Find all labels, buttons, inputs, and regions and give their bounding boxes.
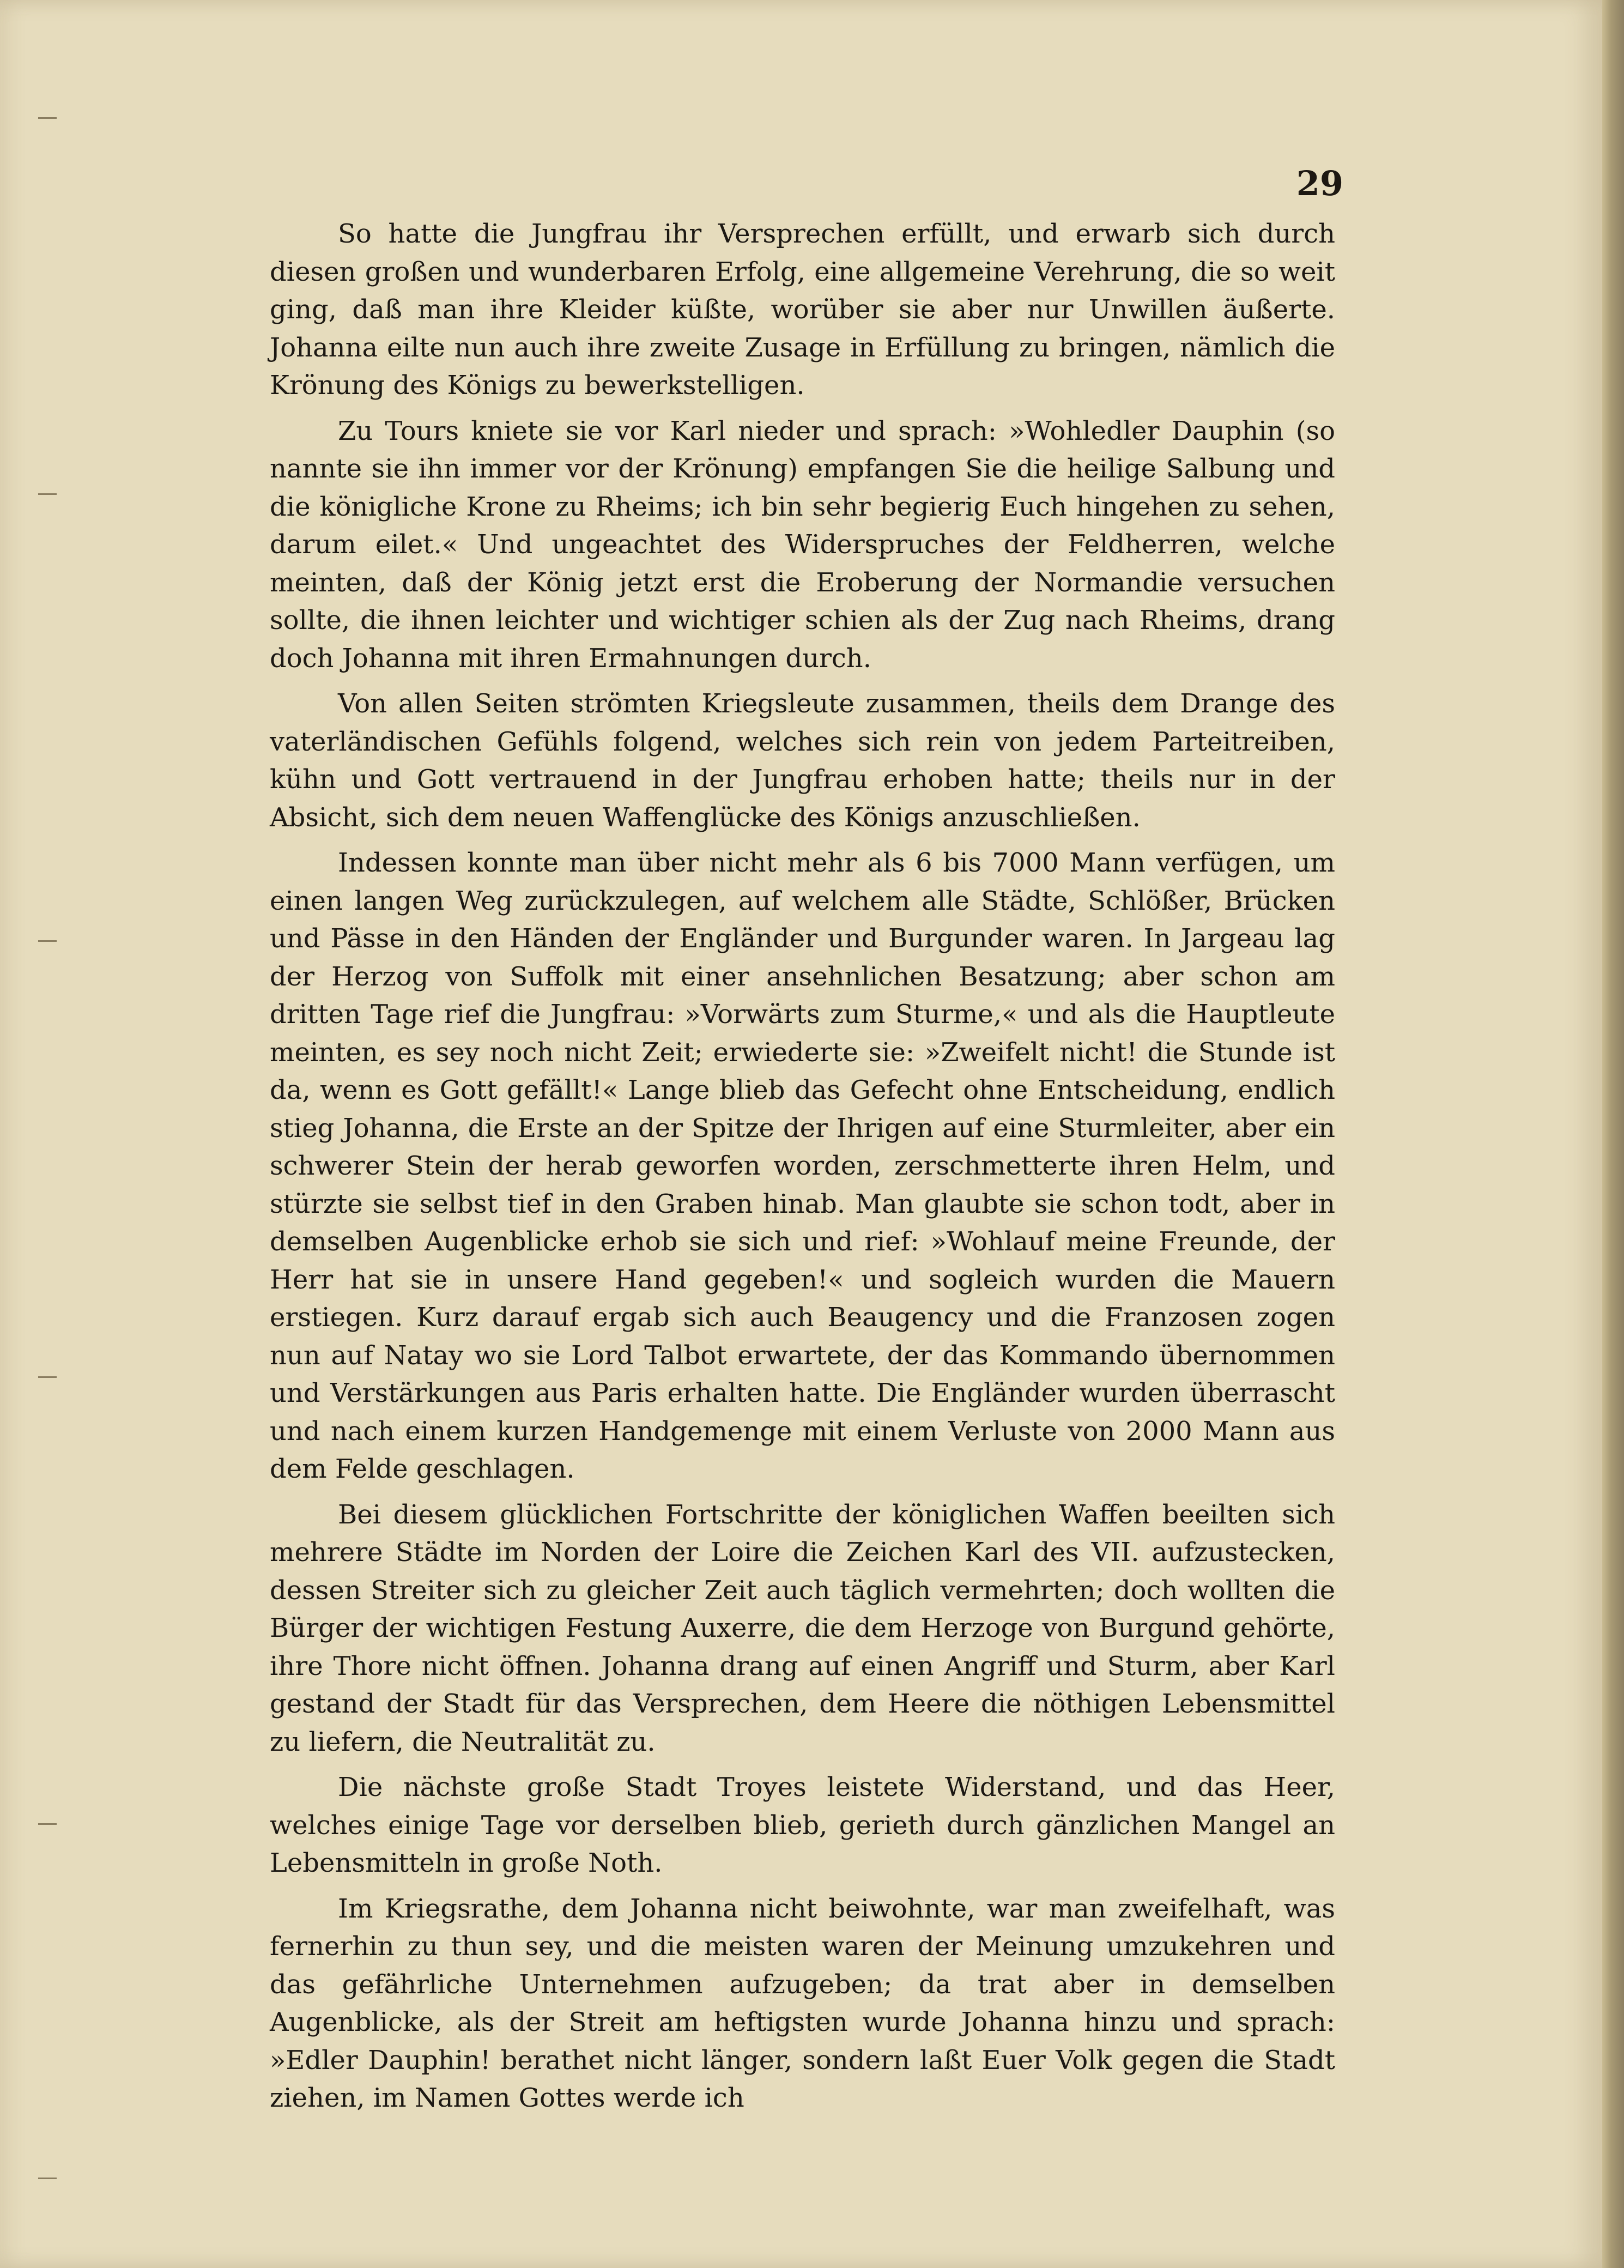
margin-mark xyxy=(38,1376,57,1378)
margin-mark xyxy=(38,493,57,495)
paragraph: Zu Tours kniete sie vor Karl nieder und sprach: »Wohledler Dauphin (so nannte sie ihn immer vor der Krönung) empfangen Sie die heilige Salbung und die königliche Krone zu Rheims; ich bin sehr begierig Euch hingehen zu sehen, darum eilet.« Und ungeachtet des Widerspruches der Feldherren, welche meinten, daß der König jetzt erst die Eroberung der Normandie versuchen sollte, die ihnen leichter und wichtiger schien als der Zug nach Rheims, drang doch Johanna mit ihren Ermahnungen durch. xyxy=(270,415,1335,674)
paragraph: Im Kriegsrathe, dem Johanna nicht beiwohnte, war man zweifelhaft, was fernerhin zu thun sey, und die meisten waren der Meinung umzukehren und das gefährliche Unternehmen aufzugeben; da trat aber in demselben Augenblicke, als der Streit am heftigsten wurde Johanna hinzu und sprach: »Edler Dauphin! berathet nicht länger, sondern laßt Euer Volk gegen die Stadt ziehen, im Namen Gottes werde ich xyxy=(270,1893,1335,2113)
body-text xyxy=(270,215,1335,2125)
paragraph: Die nächste große Stadt Troyes leistete Widerstand, und das Heer, welches einige Tage vor derselben blieb, gerieth durch gänzlichen Mangel an Lebensmitteln in große Noth. xyxy=(270,1772,1335,1878)
paragraph: So hatte die Jungfrau ihr Versprechen erfüllt, und erwarb sich durch diesen großen und wunderbaren Erfolg, eine allgemeine Verehrung, die so weit ging, daß man ihre Kleider küßte, worüber sie aber nur Unwillen äußerte. Johanna eilte nun auch ihre zweite Zusage in Erfüllung zu bringen, nämlich die Krönung des Königs zu bewerkstelligen. xyxy=(270,219,1335,401)
paragraph: Bei diesem glücklichen Fortschritte der königlichen Waffen beeilten sich mehrere Städte im Norden der Loire die Zeichen Karl des VII. aufzustecken, dessen Streiter sich zu gleicher Zeit auch täglich vermehrten; doch wollten die Bürger der wichtigen Festung Auxerre, die dem Herzoge von Burgund gehörte, ihre Thore nicht öffnen. Johanna drang auf einen Angriff und Sturm, aber Karl gestand der Stadt für das Versprechen, dem Heere die nöthigen Lebensmittel zu liefern, die Neutralität zu. xyxy=(270,1499,1335,1757)
margin-mark xyxy=(38,2178,57,2179)
margin-mark xyxy=(38,1823,57,1825)
page-number: 29 xyxy=(1296,164,1343,203)
margin-mark xyxy=(38,117,57,119)
page-edge xyxy=(1602,0,1624,2268)
paragraph: Indessen konnte man über nicht mehr als 6 bis 7000 Mann verfügen, um einen langen Weg zurückzulegen, auf welchem alle Städte, Schlößer, Brücken und Pässe in den Händen der Engländer und Burgunder waren. In Jargeau lag der Herzog von Suffolk mit einer ansehnlichen Besatzung; aber schon am dritten Tage rief die Jungfrau: »Vorwärts zum Sturme,« und als die Hauptleute meinten, es sey noch nicht Zeit; erwiederte sie: »Zweifelt nicht! die Stunde ist da, wenn es Gott gefällt!« Lange blieb das Gefecht ohne Entscheidung, endlich stieg Johanna, die Erste an der Spitze der Ihrigen auf eine Sturmleiter, aber ein schwerer Stein der herab geworfen worden, zerschmetterte ihren Helm, und stürzte sie selbst tief in den Graben hinab. Man glaubte sie schon todt, aber in demselben Augenblicke erhob sie sich und rief: »Wohlauf meine Freunde, der Herr hat sie in unsere Hand gegeben!« und sogleich wurden die Mauern erstiegen. Kurz darauf ergab sich auch Beaugency und die Franzosen zogen nun auf Natay wo sie Lord Talbot erwartete, der das Kommando übernommen und Verstärkungen aus Paris erhalten hatte. Die Engländer wurden überrascht und nach einem kurzen Handgemenge mit einem Verluste von 2000 Mann aus dem Felde geschlagen. xyxy=(270,848,1335,1484)
margin-mark xyxy=(38,940,57,942)
paragraph: Von allen Seiten strömten Kriegsleute zusammen, theils dem Drange des vaterländischen Gefühls folgend, welches sich rein von jedem Parteitreiben, kühn und Gott vertrauend in der Jungfrau erhoben hatte; theils nur in der Absicht, sich dem neuen Waffenglücke des Königs anzuschließen. xyxy=(270,688,1335,833)
